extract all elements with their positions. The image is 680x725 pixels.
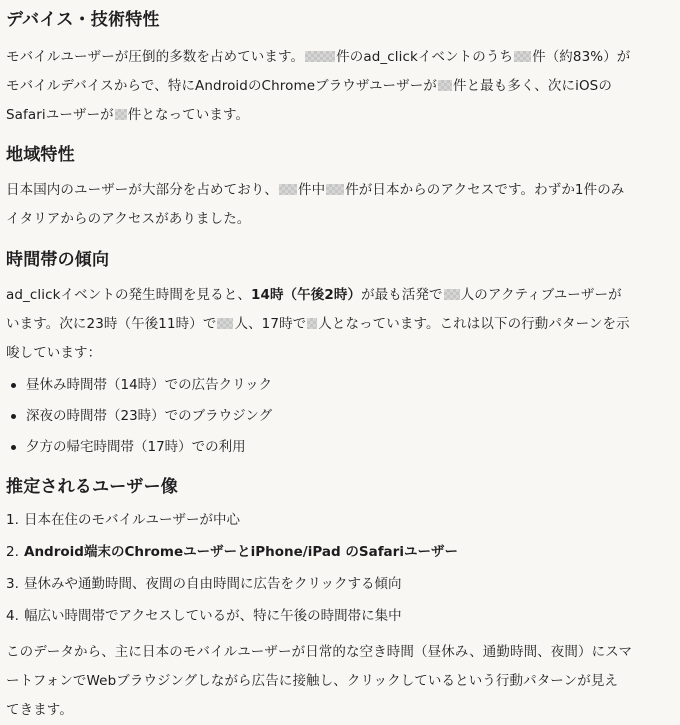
bullet-icon [11, 383, 16, 388]
list-text: 昼休みや通勤時間、夜間の自由時間に広告をクリックする傾向 [24, 576, 402, 592]
device-line1-part3: 件（約83%）が [532, 49, 631, 65]
redacted-count [115, 109, 127, 120]
time-line3: 唆しています： [6, 345, 102, 361]
device-line3-part1: Safariユーザーが [6, 107, 114, 123]
redacted-count [514, 51, 531, 62]
device-section-heading: デバイス・技術特性 [6, 10, 160, 30]
list-item [6, 570, 672, 599]
time-section-heading: 時間帯の傾向 [6, 250, 110, 270]
conclusion-paragraph [6, 638, 672, 725]
time-line2-part3: 人となっています。これは以下の行動パターンを示 [318, 316, 630, 332]
redacted-count [326, 184, 344, 195]
device-line2-part1: モバイルデバイスからで、特にAndroidのChromeブラウザユーザーが [6, 78, 437, 94]
report-content [6, 0, 672, 725]
list-number: 3. [6, 576, 19, 592]
redacted-count [444, 289, 460, 300]
device-line1-part2: 件のad_clickイベントのうち [336, 49, 514, 65]
bullet-text: 深夜の時間帯（23時）でのブラウジング [26, 408, 273, 424]
conclusion-line2: ートフォンでWebブラウジングしながら広告に接触し、クリックしているという行動パターンが見え [6, 673, 619, 689]
region-line1-part1: 日本国内のユーザーが大部分を占めており、 [6, 182, 278, 198]
time-line2-part2: 人、17時で [234, 316, 307, 332]
region-section-heading: 地域特性 [6, 145, 75, 165]
time-line1-part2: が最も活発で [361, 287, 443, 303]
redacted-count [305, 51, 335, 62]
region-line1-part2: 件中 [298, 182, 326, 198]
time-line2-part1: います。次に23時（午後11時）で [6, 316, 217, 332]
redacted-count [217, 318, 233, 329]
region-line2: イタリアからのアクセスがありました。 [6, 211, 251, 227]
region-paragraph [6, 176, 672, 234]
list-text: Android端末のChromeユーザーとiPhone/iPad のSafariユーザー [24, 544, 458, 560]
redacted-count [279, 184, 297, 195]
redacted-count [307, 318, 317, 329]
list-number: 1. [6, 512, 19, 528]
bullet-icon [11, 414, 16, 419]
time-pattern-list [6, 371, 672, 462]
device-paragraph [6, 43, 672, 130]
persona-section-heading: 推定されるユーザー像 [6, 477, 178, 497]
region-line1-part3: 件が日本からのアクセスです。わずか1件のみ [345, 182, 625, 198]
list-item [6, 371, 672, 400]
bullet-icon [11, 445, 16, 450]
list-item [6, 433, 672, 462]
persona-list [6, 506, 672, 631]
time-line1-part3: 人のアクティブユーザーが [460, 287, 622, 303]
device-line3-part2: 件となっています。 [127, 107, 250, 123]
bullet-text: 夕方の帰宅時間帯（17時）での利用 [26, 439, 246, 455]
device-line1-part1: モバイルユーザーが圧倒的多数を占めています。 [6, 49, 305, 65]
list-text: 幅広い時間帯でアクセスしているが、特に午後の時間帯に集中 [24, 608, 402, 624]
list-number: 2. [6, 544, 19, 560]
time-paragraph [6, 281, 672, 368]
time-line1-part1: ad_clickイベントの発生時間を見ると、 [6, 287, 251, 303]
list-item [6, 402, 672, 431]
bullet-text: 昼休み時間帯（14時）での広告クリック [26, 377, 273, 393]
conclusion-line3: てきます。 [6, 702, 73, 718]
list-item [6, 506, 672, 535]
list-item [6, 538, 672, 567]
list-number: 4. [6, 608, 19, 624]
time-peak-hour: 14時（午後2時） [250, 287, 362, 303]
list-text: 日本在住のモバイルユーザーが中心 [24, 512, 240, 528]
conclusion-line1: このデータから、主に日本のモバイルユーザーが日常的な空き時間（昼休み、通勤時間、夜間）にスマ [6, 644, 633, 660]
device-line2-part2: 件と最も多く、次にiOSの [452, 78, 612, 94]
list-item [6, 602, 672, 631]
redacted-count [438, 80, 452, 91]
